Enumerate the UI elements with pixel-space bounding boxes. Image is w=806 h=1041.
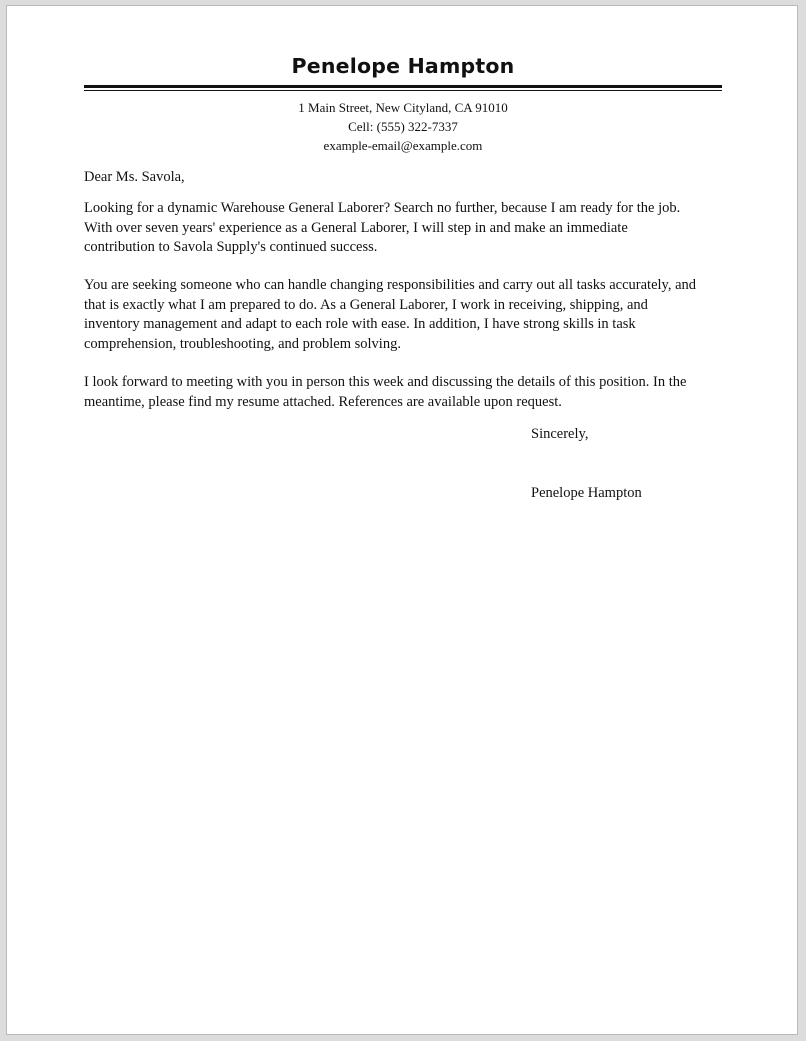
paragraph-line: With over seven years' experience as a General Laborer, I will step in and make an immediate <box>84 219 628 236</box>
paragraph-3 <box>84 373 686 412</box>
paragraph-line: that is exactly what I am prepared to do. As a General Laborer, I work in receiving, shipping, and <box>84 296 648 313</box>
sender-email: example-email@example.com <box>323 138 483 153</box>
paragraph-line: contribution to Savola Supply's continued success. <box>84 239 378 255</box>
paragraph-2 <box>84 276 696 354</box>
sender-phone: Cell: (555) 322-7337 <box>348 119 458 134</box>
paragraph-line: inventory management and adapt to each role with ease. In addition, I have strong skills in task <box>84 316 636 332</box>
sender-address: 1 Main Street, New Cityland, CA 91010 <box>298 100 508 115</box>
paragraph-line: I look forward to meeting with you in person this week and discussing the details of this position. In the <box>84 374 687 390</box>
signature-name: Penelope Hampton <box>531 485 642 501</box>
paragraph-line: comprehension, troubleshooting, and problem solving. <box>84 335 401 352</box>
sender-name-heading: Penelope Hampton <box>291 54 515 78</box>
paragraph-1 <box>84 199 680 258</box>
paragraph-line: meantime, please find my resume attached. References are available upon request. <box>84 393 562 410</box>
salutation: Dear Ms. Savola, <box>84 169 185 185</box>
header-rule-thin <box>84 90 722 91</box>
letter-page <box>6 5 798 1035</box>
header-rule-thick <box>84 85 722 88</box>
closing: Sincerely, <box>531 426 589 442</box>
paragraph-line: Looking for a dynamic Warehouse General Laborer? Search no further, because I am ready for the job. <box>84 200 681 216</box>
paragraph-line: You are seeking someone who can handle changing responsibilities and carry out all tasks accurately, and <box>84 277 697 293</box>
